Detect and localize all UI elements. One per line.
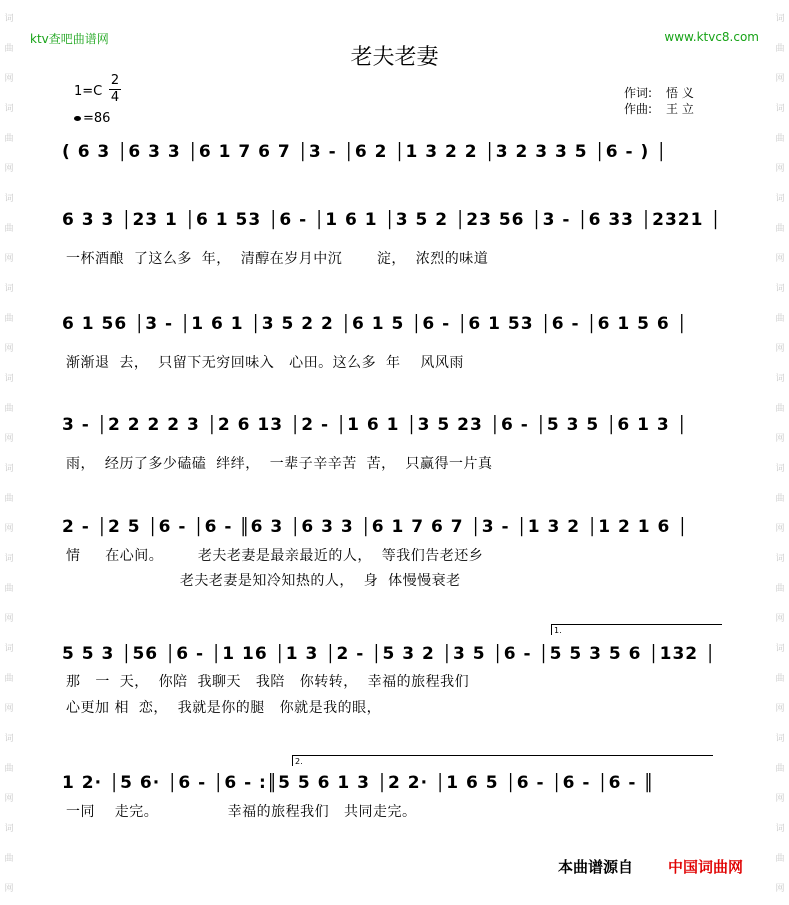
credit-label: 作词:	[624, 86, 653, 100]
site-watermark-right: www.ktvc8.com	[664, 30, 759, 44]
watermark-glyph: 曲	[4, 314, 14, 324]
lyric-line-2: 一杯酒酿 了这么多 年， 清醇在岁月中沉 淀， 浓烈的味道	[66, 251, 489, 267]
watermark-glyph: 曲	[775, 224, 785, 234]
watermark-glyph: 词	[775, 734, 785, 744]
notation-line-7: 1 2· │5 6· │6 - │6 - :║5 5 6 1 3 │2 2· │1 6 5 │6 - │6 - │6 - ║	[62, 773, 655, 793]
watermark-glyph: 曲	[775, 674, 785, 684]
watermark-glyph: 网	[775, 704, 785, 714]
watermark-glyph: 网	[775, 254, 785, 264]
volta-bracket-2	[292, 755, 713, 766]
watermark-glyph: 网	[775, 434, 785, 444]
watermark-glyph: 网	[775, 344, 785, 354]
time-signature-top: 2	[110, 73, 120, 88]
watermark-glyph: 词	[775, 14, 785, 24]
watermark-glyph: 网	[4, 794, 14, 804]
watermark-glyph: 网	[775, 614, 785, 624]
watermark-glyph: 网	[4, 344, 14, 354]
watermark-glyph: 词	[4, 644, 14, 654]
watermark-glyph: 网	[775, 884, 785, 894]
watermark-glyph: 词	[4, 374, 14, 384]
watermark-glyph: 网	[775, 164, 785, 174]
key-signature: 1=C	[74, 84, 103, 99]
watermark-glyph: 词	[775, 824, 785, 834]
watermark-glyph: 网	[4, 524, 14, 534]
song-title: 老夫老妻	[350, 45, 439, 70]
notation-line-1: ( 6 3 │6 3 3 │6 1 7 6 7 │3 - │6 2 │1 3 2 2 │3 2 3 3 5 │6 - ) │	[62, 142, 668, 162]
watermark-glyph: 曲	[775, 494, 785, 504]
watermark-glyph: 曲	[4, 44, 14, 54]
site-watermark-left: ktv查吧曲谱网	[30, 32, 109, 46]
time-signature-bottom: 4	[110, 90, 120, 105]
credit-label: 作曲:	[624, 102, 653, 116]
watermark-glyph: 词	[4, 284, 14, 294]
credit-composer	[624, 100, 694, 117]
watermark-glyph: 词	[4, 104, 14, 114]
volta-bracket-1	[551, 624, 722, 635]
notation-line-3: 6 1 56 │3 - │1 6 1 │3 5 2 2 │6 1 5 │6 - │6 1 53 │6 - │6 1 5 6 │	[62, 314, 688, 334]
lyric-line-6a: 那 一 天， 你陪 我聊天 我陪 你转转， 幸福的旅程我们	[66, 674, 470, 690]
watermark-glyph: 词	[4, 554, 14, 564]
watermark-glyph: 曲	[775, 404, 785, 414]
watermark-glyph: 网	[775, 794, 785, 804]
time-signature	[108, 74, 122, 105]
notation-line-5: 2 - │2 5 │6 - │6 - ║6 3 │6 3 3 │6 1 7 6 7 │3 - │1 3 2 │1 2 1 6 │	[62, 517, 689, 537]
watermark-glyph: 网	[4, 884, 14, 894]
watermark-glyph: 词	[775, 644, 785, 654]
watermark-glyph: 曲	[775, 314, 785, 324]
credit-name: 王 立	[666, 102, 694, 116]
credit-lyricist	[624, 84, 694, 101]
watermark-glyph: 网	[4, 434, 14, 444]
watermark-glyph: 曲	[4, 134, 14, 144]
tempo-value: =86	[83, 111, 111, 126]
watermark-glyph: 词	[4, 734, 14, 744]
watermark-glyph: 网	[4, 74, 14, 84]
watermark-glyph: 网	[775, 74, 785, 84]
watermark-glyph: 曲	[4, 224, 14, 234]
watermark-glyph: 网	[4, 164, 14, 174]
watermark-glyph: 网	[775, 524, 785, 534]
watermark-glyph: 词	[775, 374, 785, 384]
lyric-line-4: 雨， 经历了多少磕磕 绊绊， 一辈子辛辛苦 苦， 只赢得一片真	[66, 456, 493, 472]
watermark-glyph: 曲	[4, 494, 14, 504]
lyric-line-6b: 心更加 相 恋， 我就是你的腿 你就是我的眼，	[66, 700, 382, 716]
quarter-note-icon	[74, 116, 81, 121]
lyric-line-5b: 老夫老妻是知冷知热的人， 身 体慢慢衰老	[66, 573, 461, 589]
watermark-glyph: 曲	[775, 854, 785, 864]
left-watermark	[2, 0, 16, 905]
notation-line-2: 6 3 3 │23 1 │6 1 53 │6 - │1 6 1 │3 5 2 │23 56 │3 - │6 33 │2321 │	[62, 210, 722, 230]
watermark-glyph: 网	[4, 614, 14, 624]
watermark-glyph: 曲	[775, 134, 785, 144]
watermark-glyph: 词	[4, 14, 14, 24]
credit-name: 悟 义	[666, 86, 694, 100]
lyric-line-5a: 情 在心间。 老夫老妻是最亲最近的人， 等我们告老还乡	[66, 548, 484, 564]
watermark-glyph: 词	[775, 194, 785, 204]
watermark-glyph: 词	[4, 824, 14, 834]
watermark-glyph: 曲	[4, 404, 14, 414]
watermark-glyph: 词	[775, 464, 785, 474]
watermark-glyph: 词	[775, 104, 785, 114]
watermark-glyph: 曲	[775, 584, 785, 594]
watermark-glyph: 曲	[775, 44, 785, 54]
right-watermark	[773, 0, 787, 905]
lyric-line-3: 渐渐退 去， 只留下无穷回味入 心田。这么多 年 风风雨	[66, 355, 464, 371]
watermark-glyph: 曲	[4, 764, 14, 774]
lyric-line-7: 一同 走完。 幸福的旅程我们 共同走完。	[66, 804, 417, 820]
tempo-marking	[74, 111, 110, 126]
watermark-glyph: 曲	[4, 584, 14, 594]
watermark-glyph: 网	[4, 254, 14, 264]
watermark-glyph: 曲	[4, 674, 14, 684]
volta-label: 2.	[295, 757, 303, 766]
watermark-glyph: 词	[775, 554, 785, 564]
watermark-glyph: 曲	[775, 764, 785, 774]
watermark-glyph: 曲	[4, 854, 14, 864]
notation-line-6: 5 5 3 │56 │6 - │1 16 │1 3 │2 - │5 3 2 │3 5 │6 - │5 5 3 5 6 │132 │	[62, 644, 717, 664]
footer-source-label: 本曲谱源自	[558, 858, 634, 876]
volta-label: 1.	[554, 626, 562, 635]
watermark-glyph: 词	[775, 284, 785, 294]
watermark-glyph: 词	[4, 194, 14, 204]
footer-brand: 中国词曲网	[668, 858, 744, 876]
notation-line-4: 3 - │2 2 2 2 3 │2 6 13 │2 - │1 6 1 │3 5 23 │6 - │5 3 5 │6 1 3 │	[62, 415, 688, 435]
watermark-glyph: 网	[4, 704, 14, 714]
watermark-glyph: 词	[4, 464, 14, 474]
